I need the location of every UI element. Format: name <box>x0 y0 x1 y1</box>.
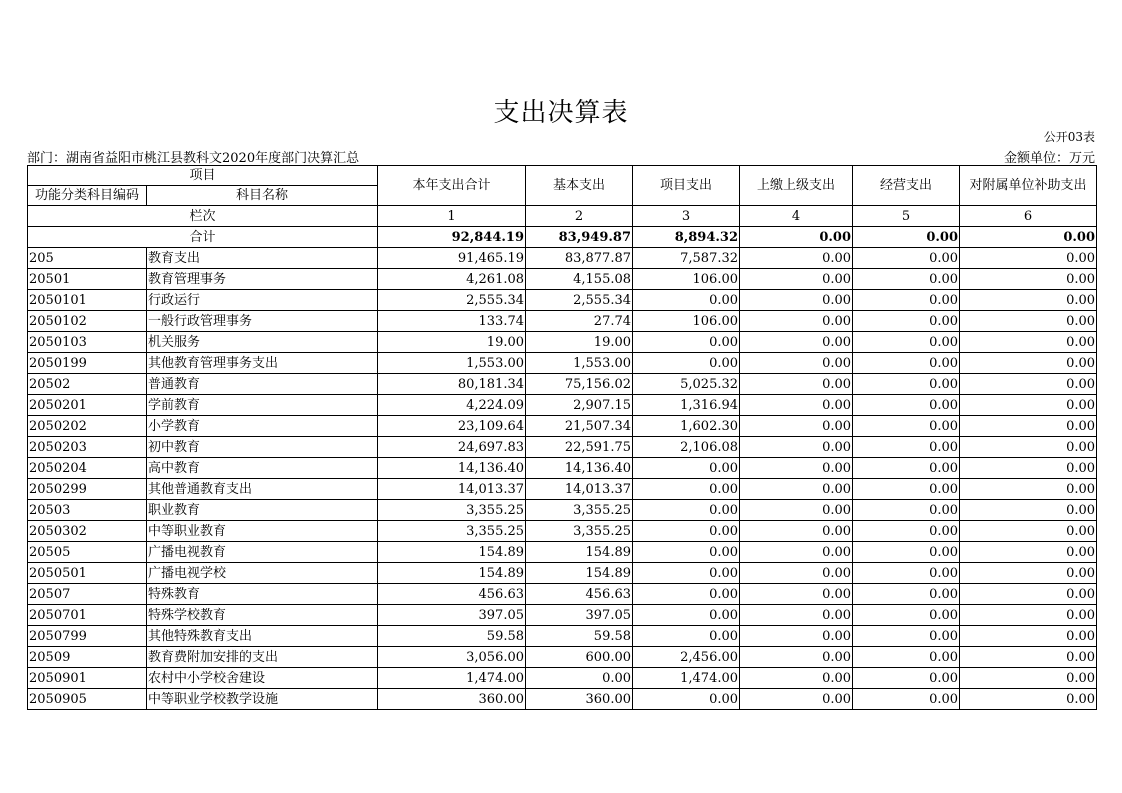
amount-cell: 0.00 <box>740 500 853 521</box>
amount-cell: 14,136.40 <box>526 458 633 479</box>
subject-name: 初中教育 <box>147 437 378 458</box>
amount-cell: 1,474.00 <box>378 668 526 689</box>
table-row <box>28 416 1097 437</box>
amount-cell: 1,602.30 <box>633 416 740 437</box>
subject-code: 20509 <box>28 647 147 668</box>
column-number: 6 <box>960 206 1097 227</box>
subject-code: 20507 <box>28 584 147 605</box>
amount-cell: 0.00 <box>853 521 960 542</box>
subject-name: 中等职业学校教学设施 <box>147 689 378 710</box>
report-title: 支出决算表 <box>493 98 629 128</box>
amount-cell: 154.89 <box>378 563 526 584</box>
subject-code: 2050302 <box>28 521 147 542</box>
table-row <box>28 563 1097 584</box>
amount-cell: 0.00 <box>853 479 960 500</box>
amount-cell: 3,355.25 <box>526 500 633 521</box>
amount-cell: 0.00 <box>960 437 1097 458</box>
amount-cell: 0.00 <box>853 248 960 269</box>
amount-cell: 4,155.08 <box>526 269 633 290</box>
amount-cell: 0.00 <box>633 332 740 353</box>
amount-cell: 14,013.37 <box>378 479 526 500</box>
table-row <box>28 269 1097 290</box>
subject-name: 教育管理事务 <box>147 269 378 290</box>
amount-cell: 0.00 <box>740 311 853 332</box>
subject-code: 2050901 <box>28 668 147 689</box>
amount-cell: 0.00 <box>853 584 960 605</box>
amount-cell: 0.00 <box>853 353 960 374</box>
subject-code: 2050102 <box>28 311 147 332</box>
amount-cell: 3,056.00 <box>378 647 526 668</box>
subject-name: 特殊教育 <box>147 584 378 605</box>
amount-cell: 0.00 <box>960 416 1097 437</box>
amount-cell: 0.00 <box>633 605 740 626</box>
amount-cell: 0.00 <box>633 458 740 479</box>
amount-cell: 0.00 <box>740 353 853 374</box>
column-header: 基本支出 <box>526 166 633 206</box>
subject-code: 2050299 <box>28 479 147 500</box>
subject-name: 职业教育 <box>147 500 378 521</box>
amount-cell: 59.58 <box>378 626 526 647</box>
amount-cell: 0.00 <box>740 668 853 689</box>
subject-code: 2050103 <box>28 332 147 353</box>
amount-cell: 0.00 <box>960 563 1097 584</box>
total-value: 0.00 <box>740 227 853 248</box>
amount-cell: 106.00 <box>633 311 740 332</box>
amount-cell: 0.00 <box>740 689 853 710</box>
row-label: 栏次 <box>28 206 378 227</box>
table-row <box>28 668 1097 689</box>
amount-cell: 0.00 <box>740 374 853 395</box>
amount-cell: 0.00 <box>633 290 740 311</box>
column-header: 上缴上级支出 <box>740 166 853 206</box>
amount-cell: 0.00 <box>853 269 960 290</box>
amount-cell: 0.00 <box>960 605 1097 626</box>
column-header: 项目支出 <box>633 166 740 206</box>
header-name: 科目名称 <box>147 186 378 206</box>
subject-name: 行政运行 <box>147 290 378 311</box>
amount-cell: 0.00 <box>740 458 853 479</box>
total-value: 92,844.19 <box>378 227 526 248</box>
total-value: 0.00 <box>853 227 960 248</box>
amount-cell: 0.00 <box>960 521 1097 542</box>
amount-cell: 397.05 <box>378 605 526 626</box>
amount-cell: 0.00 <box>740 437 853 458</box>
subject-code: 2050201 <box>28 395 147 416</box>
amount-cell: 0.00 <box>960 542 1097 563</box>
amount-cell: 0.00 <box>740 248 853 269</box>
amount-cell: 0.00 <box>960 458 1097 479</box>
amount-cell: 360.00 <box>378 689 526 710</box>
amount-cell: 27.74 <box>526 311 633 332</box>
table-row <box>28 311 1097 332</box>
table-row <box>28 458 1097 479</box>
amount-cell: 1,553.00 <box>378 353 526 374</box>
subject-name: 一般行政管理事务 <box>147 311 378 332</box>
amount-cell: 0.00 <box>853 542 960 563</box>
column-header: 对附属单位补助支出 <box>960 166 1097 206</box>
subject-name: 特殊学校教育 <box>147 605 378 626</box>
amount-cell: 600.00 <box>526 647 633 668</box>
amount-cell: 3,355.25 <box>378 500 526 521</box>
header-project: 项目 <box>28 166 378 186</box>
total-value: 8,894.32 <box>633 227 740 248</box>
subject-name: 教育费附加安排的支出 <box>147 647 378 668</box>
amount-cell: 1,316.94 <box>633 395 740 416</box>
amount-cell: 4,224.09 <box>378 395 526 416</box>
amount-cell: 0.00 <box>740 605 853 626</box>
amount-cell: 0.00 <box>526 668 633 689</box>
amount-cell: 21,507.34 <box>526 416 633 437</box>
amount-cell: 0.00 <box>633 479 740 500</box>
column-number: 1 <box>378 206 526 227</box>
amount-cell: 23,109.64 <box>378 416 526 437</box>
subject-code: 2050905 <box>28 689 147 710</box>
amount-cell: 0.00 <box>740 269 853 290</box>
amount-cell: 3,355.25 <box>378 521 526 542</box>
amount-cell: 24,697.83 <box>378 437 526 458</box>
expenditure-table <box>27 165 1097 710</box>
subject-code: 20505 <box>28 542 147 563</box>
subject-code: 2050203 <box>28 437 147 458</box>
amount-cell: 0.00 <box>740 416 853 437</box>
column-header: 经营支出 <box>853 166 960 206</box>
table-row <box>28 395 1097 416</box>
amount-cell: 0.00 <box>960 479 1097 500</box>
amount-cell: 0.00 <box>633 563 740 584</box>
column-number: 2 <box>526 206 633 227</box>
table-row <box>28 479 1097 500</box>
subject-name: 机关服务 <box>147 332 378 353</box>
amount-cell: 0.00 <box>633 500 740 521</box>
subject-name: 广播电视教育 <box>147 542 378 563</box>
column-number: 4 <box>740 206 853 227</box>
amount-cell: 0.00 <box>853 605 960 626</box>
amount-cell: 0.00 <box>853 374 960 395</box>
amount-cell: 133.74 <box>378 311 526 332</box>
subject-name: 农村中小学校舍建设 <box>147 668 378 689</box>
amount-cell: 2,456.00 <box>633 647 740 668</box>
amount-cell: 0.00 <box>960 248 1097 269</box>
subject-code: 205 <box>28 248 147 269</box>
subject-code: 2050199 <box>28 353 147 374</box>
amount-cell: 0.00 <box>853 416 960 437</box>
subject-name: 小学教育 <box>147 416 378 437</box>
amount-cell: 2,907.15 <box>526 395 633 416</box>
amount-cell: 0.00 <box>740 479 853 500</box>
amount-cell: 0.00 <box>853 395 960 416</box>
amount-cell: 75,156.02 <box>526 374 633 395</box>
amount-cell: 0.00 <box>740 290 853 311</box>
amount-cell: 0.00 <box>740 332 853 353</box>
column-number: 5 <box>853 206 960 227</box>
amount-cell: 0.00 <box>853 437 960 458</box>
amount-cell: 106.00 <box>633 269 740 290</box>
amount-cell: 0.00 <box>740 626 853 647</box>
amount-cell: 0.00 <box>853 626 960 647</box>
amount-cell: 14,013.37 <box>526 479 633 500</box>
subject-code: 20503 <box>28 500 147 521</box>
amount-cell: 0.00 <box>740 521 853 542</box>
amount-cell: 0.00 <box>740 647 853 668</box>
total-label: 合计 <box>28 227 378 248</box>
amount-cell: 0.00 <box>853 290 960 311</box>
total-value: 0.00 <box>960 227 1097 248</box>
subject-code: 2050799 <box>28 626 147 647</box>
amount-cell: 4,261.08 <box>378 269 526 290</box>
department-label: 部门：湖南省益阳市桃江县教科文2020年度部门决算汇总 <box>27 151 360 166</box>
subject-name: 高中教育 <box>147 458 378 479</box>
table-row <box>28 500 1097 521</box>
amount-cell: 456.63 <box>378 584 526 605</box>
amount-cell: 59.58 <box>526 626 633 647</box>
table-row <box>28 374 1097 395</box>
amount-cell: 0.00 <box>960 311 1097 332</box>
amount-cell: 0.00 <box>960 500 1097 521</box>
subject-code: 20501 <box>28 269 147 290</box>
amount-cell: 0.00 <box>633 689 740 710</box>
amount-cell: 0.00 <box>960 647 1097 668</box>
amount-cell: 5,025.32 <box>633 374 740 395</box>
amount-cell: 0.00 <box>853 668 960 689</box>
table-row <box>28 437 1097 458</box>
amount-cell: 0.00 <box>960 668 1097 689</box>
subject-code: 2050202 <box>28 416 147 437</box>
amount-cell: 0.00 <box>853 500 960 521</box>
table-row <box>28 248 1097 269</box>
amount-cell: 0.00 <box>633 584 740 605</box>
amount-cell: 7,587.32 <box>633 248 740 269</box>
subject-name: 学前教育 <box>147 395 378 416</box>
form-number: 公开03表 <box>1043 130 1095 144</box>
amount-cell: 80,181.34 <box>378 374 526 395</box>
amount-cell: 0.00 <box>633 521 740 542</box>
table-row <box>28 605 1097 626</box>
amount-cell: 0.00 <box>960 353 1097 374</box>
amount-cell: 154.89 <box>526 542 633 563</box>
amount-cell: 22,591.75 <box>526 437 633 458</box>
amount-cell: 0.00 <box>633 353 740 374</box>
amount-cell: 83,877.87 <box>526 248 633 269</box>
amount-cell: 0.00 <box>960 332 1097 353</box>
amount-cell: 154.89 <box>526 563 633 584</box>
amount-cell: 0.00 <box>960 374 1097 395</box>
subject-name: 广播电视学校 <box>147 563 378 584</box>
amount-cell: 154.89 <box>378 542 526 563</box>
amount-cell: 0.00 <box>960 269 1097 290</box>
subject-name: 其他普通教育支出 <box>147 479 378 500</box>
column-header: 本年支出合计 <box>378 166 526 206</box>
table-row <box>28 332 1097 353</box>
amount-unit-label: 金额单位：万元 <box>1003 151 1095 166</box>
amount-cell: 19.00 <box>378 332 526 353</box>
amount-cell: 19.00 <box>526 332 633 353</box>
amount-cell: 1,553.00 <box>526 353 633 374</box>
table-row <box>28 626 1097 647</box>
header-code: 功能分类科目编码 <box>28 186 147 206</box>
amount-cell: 0.00 <box>633 542 740 563</box>
table-row <box>28 542 1097 563</box>
subject-code: 2050101 <box>28 290 147 311</box>
amount-cell: 0.00 <box>853 458 960 479</box>
amount-cell: 0.00 <box>740 542 853 563</box>
amount-cell: 0.00 <box>960 584 1097 605</box>
column-number: 3 <box>633 206 740 227</box>
table-row <box>28 647 1097 668</box>
subject-name: 教育支出 <box>147 248 378 269</box>
amount-cell: 0.00 <box>853 689 960 710</box>
table-row <box>28 584 1097 605</box>
amount-cell: 0.00 <box>740 395 853 416</box>
amount-cell: 2,555.34 <box>526 290 633 311</box>
amount-cell: 0.00 <box>853 563 960 584</box>
amount-cell: 2,106.08 <box>633 437 740 458</box>
amount-cell: 456.63 <box>526 584 633 605</box>
amount-cell: 3,355.25 <box>526 521 633 542</box>
amount-cell: 397.05 <box>526 605 633 626</box>
table-row <box>28 290 1097 311</box>
amount-cell: 0.00 <box>853 647 960 668</box>
amount-cell: 0.00 <box>740 584 853 605</box>
subject-name: 中等职业教育 <box>147 521 378 542</box>
subject-code: 2050204 <box>28 458 147 479</box>
column-number-row <box>28 206 1097 227</box>
subject-code: 20502 <box>28 374 147 395</box>
amount-cell: 0.00 <box>740 563 853 584</box>
amount-cell: 0.00 <box>960 290 1097 311</box>
amount-cell: 91,465.19 <box>378 248 526 269</box>
table-row <box>28 353 1097 374</box>
amount-cell: 2,555.34 <box>378 290 526 311</box>
table-row <box>28 521 1097 542</box>
amount-cell: 0.00 <box>853 332 960 353</box>
amount-cell: 0.00 <box>853 311 960 332</box>
total-row <box>28 227 1097 248</box>
amount-cell: 0.00 <box>960 626 1097 647</box>
subject-name: 普通教育 <box>147 374 378 395</box>
total-value: 83,949.87 <box>526 227 633 248</box>
amount-cell: 360.00 <box>526 689 633 710</box>
amount-cell: 1,474.00 <box>633 668 740 689</box>
subject-code: 2050501 <box>28 563 147 584</box>
subject-name: 其他特殊教育支出 <box>147 626 378 647</box>
subject-code: 2050701 <box>28 605 147 626</box>
amount-cell: 0.00 <box>960 395 1097 416</box>
amount-cell: 14,136.40 <box>378 458 526 479</box>
subject-name: 其他教育管理事务支出 <box>147 353 378 374</box>
table-row <box>28 689 1097 710</box>
amount-cell: 0.00 <box>960 689 1097 710</box>
amount-cell: 0.00 <box>633 626 740 647</box>
